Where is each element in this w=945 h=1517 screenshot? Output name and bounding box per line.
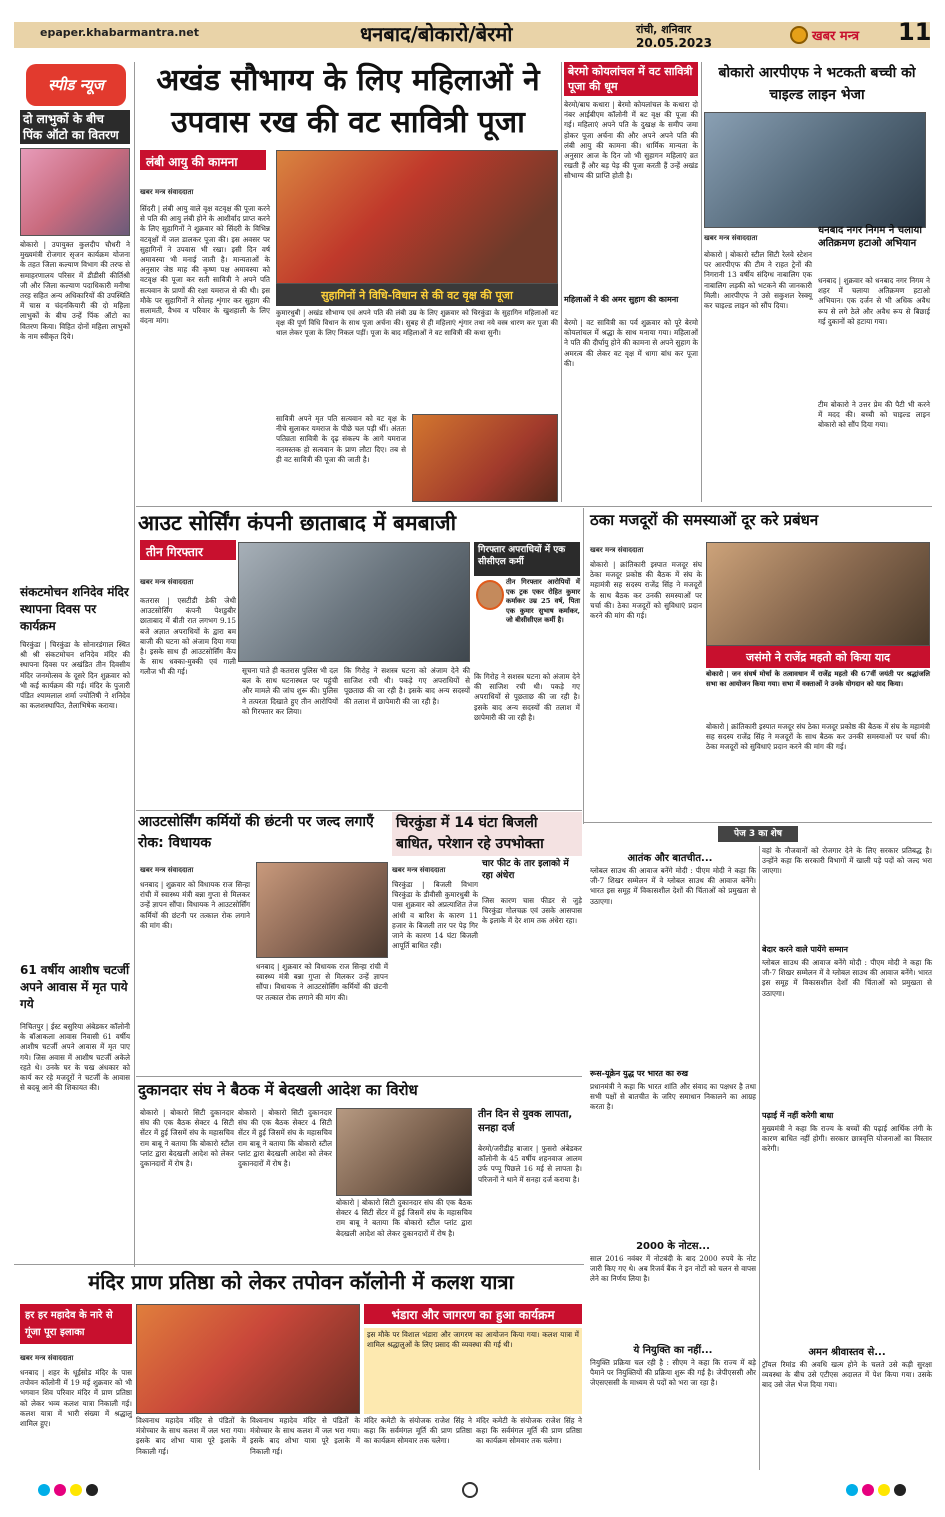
jump-head-5: बेदार करने वाले पायेंगे सम्मान xyxy=(762,945,848,954)
jump-body-3: साल 2016 नवंबर में नोटबंदी के बाद 2000 रुपये के नोट जारी किए गए थे। अब रिजर्व बैंक ने इन नोटों को चलन से वापस लेने का निर्णय लिया है। xyxy=(590,1254,756,1284)
labour-byline: खबर मन्त्र संवाददाता xyxy=(590,546,644,554)
city-day: रांची, शनिवार xyxy=(636,23,692,36)
contract-headline: आउटसोर्सिंग कर्मियों की छंटनी पर जल्द लगाएँ रोक: विधायक xyxy=(138,814,374,851)
lead-body-1: सिंदरी | लंबी आयु वाले वृक्ष वटवृक्ष की पूजा करने से पति की आयु लंबी होने के आशीर्वाद प्राप्त करने के लिए सुहागिनों ने शुक्रवार को सिंदरी के विभिन्न वटवृक्षों में जल डालकर पूजा की। इस अवसर पर सुहागिनों ने उपवास भी रखा। इसी दिन वर्ष अमावस्या भी मनाई जाती है। मान्यताओं के अनुसार जेष्ठ माह की कृष्ण पक्ष अमावस्या को वटवृक्ष की पूजा कर सती सावित्री ने अपने पति सत्यवान के प्राणों की रक्षा यमराज से की थी। इस मौके पर सुहागिनों ने सोलह शृंगार कर सुहाग की सलामती, वैभव व परिवार के खुशहाली के लिए वंदना मांग। xyxy=(140,204,270,326)
bhandara-body: इस मौके पर विशाल भंडारा और जागरण का आयोजन किया गया। कलश यात्रा में शामिल श्रद्धालुओं के लिए प्रसाद की व्यवस्था की गई थी। xyxy=(364,1328,582,1414)
mid-divider xyxy=(583,508,584,824)
outsourcing-body-1: कतरास | एसटीडी डेकी जेथी आउटसोर्सिंग कंपनी पेशडुबीर छाताबाद में बीती रात लगभग 9.15 बजे अज्ञात अपराधियों के द्वारा बम बाजी की घटना को अंजाम दिया गया है। इसके साथ ही आउटसोर्सिंग कैंप के साथ धक्का-मुक्की एवं गाली गलौज भी की गई। xyxy=(140,596,236,677)
contract-byline: खबर मन्त्र संवाददाता xyxy=(140,866,194,874)
nigam-headline: धनबाद नगर निगम ने चलाया अतिक्रमण हटाओ अभियान xyxy=(818,225,922,249)
dukan-body-3: बोकारो | बोकारो सिटी दुकानदार संघ की एक बैठक सेक्टर 4 सिटी सेंटर में हुई जिसमें संघ के महासचिव राम बाबू ने बताया कि बोकारो स्टील प्लांट द्वारा बेदखली आदेश को लेकर दुकानदारों में रोष है। xyxy=(336,1198,472,1238)
contract-photo xyxy=(256,862,388,958)
jump-top-rule xyxy=(584,822,932,823)
speed-news-label: स्पीड न्यूज xyxy=(48,76,104,94)
dukan-headline: दुकानदार संघ ने बैठक में बेदखली आदेश का विरोध xyxy=(138,1081,418,1099)
reg-dot-yellow xyxy=(70,1484,82,1496)
reg-dot-magenta-2 xyxy=(862,1484,874,1496)
dukan-photo xyxy=(336,1108,472,1196)
brand-logo xyxy=(790,24,890,46)
bhandara-body-2: मंदिर कमेटी के संयोजक राजेश सिंह ने कहा कि सर्वमंगल मूर्ति की प्राण प्रतिष्ठा का कार्यक्रम सोमवार तक चलेगा। xyxy=(364,1416,472,1446)
outsourcing-body-2: सूचना पाते ही कतरास पुलिस भी दल बल के साथ घटनास्थल पर पहुंची और मामले की जांच शुरू की। पुलिस ने तत्परता दिखाते हुए तीन आरोपियों को गिरफ्तार कर लिया। xyxy=(242,666,338,716)
reg-dot-black-2 xyxy=(894,1484,906,1496)
left-story3-headline: 61 वर्षीय आशीष चटर्जी अपने आवास में मृत पाये गये xyxy=(20,963,130,1011)
left-story2-headline: संकटमोचन शनिदेव मंदिर स्थापना दिवस पर कार्यक्रम xyxy=(20,585,129,633)
rpf-byline: खबर मन्त्र संवाददाता xyxy=(704,234,758,242)
date: 20.05.2023 xyxy=(636,36,712,50)
kalash-kicker: हर हर महादेव के नारे से गूंजा पूरा इलाका xyxy=(20,1304,132,1344)
jump-body-7: ट्रॉयल रिमांड की अवधि खत्म होने के चलते उसे कड़ी सुरक्षा व्यवस्था के बीच उसे एटीएस अदालत में पेश किया गया। उसके बाद उसे जेल भेज दिया गया। xyxy=(762,1360,932,1390)
nigam-body: धनबाद | शुक्रवार को धनबाद नगर निगम ने शहर में चलाया अतिक्रमण हटाओ अभियान। एक दर्जन से भी अधिक अवैध रूप से लगे ठेले और अवैध रूप से बिछाई गई दुकानों को हटाया गया। xyxy=(818,276,930,326)
edition-title: धनबाद/बोकारो/बेरमो xyxy=(360,22,513,46)
site-url[interactable]: epaper.khabarmantra.net xyxy=(40,26,199,39)
jump-inner-divider xyxy=(759,846,760,1470)
missing-headline: तीन दिन से युवक लापता, सनहा दर्ज xyxy=(478,1109,573,1134)
lead-photo-caption: सुहागिनों ने विधि-विधान से की वट वृक्ष की पूजा xyxy=(276,284,558,306)
missing-body: बेरमो/जरीडीह बाजार | फुसरो अंबेडकर कॉलोनी के 45 वर्षीय शहनवाज आलम उर्फ पप्पू पिछले 16 मई से लापता है। परिजनों ने थाने में सनहा दर्ज कराया है। xyxy=(478,1144,582,1184)
lead-photo-women xyxy=(412,414,558,502)
left-story3-body: निचितपुर | ईस्ट बसुरिया अंबेडकर कॉलोनी के बॉआकला आवास निवासी 61 वर्षीय आशीष चटर्जी अपने आवास में मृत पाए गये। जिस अवास में आशीष चटर्जी अकेले रहते थे। उनके घर के चख अंधकार को कार्य कर रहे मजदूरों ने चटर्जी के आवास से बदबू आने की शिकायत की। xyxy=(20,1022,130,1093)
left-story1-headline: दो लाभुकों के बीच पिंक ऑटो का वितरण xyxy=(20,110,130,144)
labour-photo xyxy=(706,542,930,646)
arrested-title: गिरफ्तार अपराधियों में एक सीसीएल कर्मी xyxy=(474,542,580,576)
reg-dot-cyan xyxy=(38,1484,50,1496)
bijli-headline: चिरकुंडा में 14 घंटा बिजली बाधित, परेशान रहे उपभोक्ता xyxy=(392,812,582,856)
footer-registration-marks xyxy=(0,1476,945,1517)
chaar-feet-headline: चार फीट के तार इलाको में रहा अंधेरा xyxy=(482,859,569,881)
vat-body: बेरमो/बाघ कथारा | बेरमो कोयलांचल के कथारा दो नंबर आईबीएम कॉलोनी में बट वृक्ष की पूजा की गई। महिलाएं अपने पति के दुखक्ष के समीप जमा होकर पूजा अर्चना की और अपने अपने पति की लंबी आयु की कामना की। धार्मिक मान्यता के अनुसार आज के दिन जो भी सुहागन महिलाएं व्रत रखती हैं और बड़ पेड़ की पूजा करती हैं उन्हें अखंड सौभाग्य की प्राप्ति होती है। xyxy=(564,100,698,181)
reg-dot-cyan-2 xyxy=(846,1484,858,1496)
lead-photo-crowd xyxy=(276,150,558,284)
arrested-body: तीन गिरफ्तार आरोपियों में एक ट्रक एकर रोहित कुमार कर्माकर उम्र 25 वर्ष, पिता एक कुमार सुभाष कर्माकर, जो बीसीसीएल कर्मी है। xyxy=(506,578,580,625)
chaar-feet-body: जिस कारण चास फीडर से जुड़े चिरकुंडा गोलचक्र एवं उसके आसपास के इलाके में देर शाम तक अंधेरा रहा। xyxy=(482,896,582,926)
jump-body-5b: ग्लोबल साउथ की आवाज बनेंगे मोदी : पीएम मोदी ने कहा कि जी-7 शिखर सम्मेलन में वे ग्लोबल साउथ की आवाज बनेंगे। भारत इस समूह में विकासशील देशों की चिंताओं को प्रमुखता से उठाएगा। xyxy=(762,958,932,998)
labour-headline: ठका मजदूरों की समस्याओं दूर करे प्रबंधन xyxy=(590,511,819,529)
outsourcing-byline: खबर मन्त्र संवाददाता xyxy=(140,578,194,586)
jump-body-1: ग्लोबल साउथ की आवाज बनेंगे मोदी : पीएम मोदी ने कहा कि जी-7 शिखर सम्मेलन में वे ग्लोबल साउथ की आवाज बनेंगे। भारत इस समूह में विकासशील देशों की चिंताओं को प्रमुखता से उठाएगा। xyxy=(590,866,756,906)
vat-body-2: बेरमो | वट सावित्री का पर्व शुक्रवार को पूरे बेरमो कोयलांचल में श्रद्धा के साथ मनाया गया। महिलाओं ने पति की दीर्घायु होने की कामना से अपने सुहाग के अमरत्व की लेकर वट वृक्ष में धागा बांध कर पूजा की। xyxy=(564,318,698,368)
jump-body-6: मुख्यमंत्री ने कहा कि राज्य के बच्चों की पढ़ाई आर्थिक तंगी के कारण बाधित नहीं होगी। सरकार छात्रवृत्ति योजनाओं का विस्तार करेगी। xyxy=(762,1124,932,1154)
jump-body-2: प्रधानमंत्री ने कहा कि भारत शांति और संवाद का पक्षधर है तथा सभी पक्षों से बातचीत के जरिए समाधान निकालने का आग्रह करता है। xyxy=(590,1082,756,1112)
dukan-top-rule xyxy=(136,1076,582,1077)
jump-head-6: पढ़ाई में नहीं करेगी बाधा xyxy=(762,1111,834,1120)
nigam-body-2: टीम बोकारो ने उत्तर प्रेम की पैटी भी करने में मदद की। बच्ची को चाइल्ड लाइन बोकारो को सौंप दिया गया। xyxy=(818,400,930,430)
reg-crosshair xyxy=(462,1482,478,1498)
kalash-body-2: विश्वनाथ महादेव मंदिर से पंडितों के मंत्रोच्चार के साथ कलश में जल भरा गया। इसके बाद शोभा यात्रा पूरे इलाके में निकाली गई। xyxy=(136,1416,246,1456)
lead-right-divider xyxy=(561,62,562,502)
vat-subhead: महिलाओं ने की अमर सुहाग की कामना xyxy=(564,295,679,304)
arrested-avatar xyxy=(476,580,504,610)
jump-head-2: रूस-यूक्रेन युद्ध पर भारत का रुख xyxy=(590,1069,689,1078)
kalash-headline: मंदिर प्राण प्रतिष्ठा को लेकर तपोवन कॉलोनी में कलश यात्रा xyxy=(88,1270,514,1294)
dukan-body-2: बोकारो | बोकारो सिटी दुकानदार संघ की एक बैठक सेक्टर 4 सिटी सेंटर में हुई जिसमें संघ के महासचिव राम बाबू ने बताया कि बोकारो स्टील प्लांट द्वारा बेदखली आदेश को लेकर दुकानदारों में रोष है। xyxy=(238,1108,332,1169)
kalash-body-3: विश्वनाथ महादेव मंदिर से पंडितों के मंत्रोच्चार के साथ कलश में जल भरा गया। इसके बाद शोभा यात्रा पूरे इलाके में निकाली गई। xyxy=(250,1416,360,1456)
jump-head-7: अमन श्रीवास्तव से... xyxy=(808,1347,886,1358)
vat-headline: बेरमो कोयलांचल में वट सावित्री पूजा की धूम xyxy=(564,62,698,96)
labour-body: बोकारो | क्रांतिकारी इस्पात मजदूर संघ ठेका मजदूर प्रकोष्ठ की बैठक में संघ के महामंत्री सह सदस्य राजेंद्र सिंह ने मजदूरों के साथ बैठक कर उनकी समस्याओं पर चर्चा की। ठेका मजदूरों को सुविधाएं प्रदान करने की मांग की गई। xyxy=(590,560,702,621)
contract-body: धनबाद | शुक्रवार को विधायक राज सिन्हा रांची में स्वास्थ्य मंत्री बन्ना गुप्ता से मिलकर उन्हें ज्ञापन सौंपा। विधायक ने आउटसोर्सिंग कर्मियों की छंटनी पर तत्काल रोक लगाने की मांग की। xyxy=(140,880,250,930)
left-col-divider xyxy=(134,62,135,1267)
brand-icon xyxy=(790,26,808,44)
lead-kicker: लंबी आयु की कामना xyxy=(140,150,266,170)
outsourcing-kicker: तीन गिरफ्तार xyxy=(140,540,236,560)
reg-dot-magenta xyxy=(54,1484,66,1496)
brand-name: खबर मन्त्र xyxy=(812,29,860,44)
jump-body-5: वहां के नौजवानों को रोजगार देने के लिए सरकार प्रतिबद्ध है। उन्होंने कहा कि सरकारी विभागों में खाली पड़े पदों को जल्द भरा जाएगा। xyxy=(762,846,932,876)
dukan-body: बोकारो | बोकारो सिटी दुकानदार संघ की एक बैठक सेक्टर 4 सिटी सेंटर में हुई जिसमें संघ के महासचिव राम बाबू ने बताया कि बोकारो स्टील प्लांट द्वारा बेदखली आदेश को लेकर दुकानदारों में रोष है। xyxy=(140,1108,234,1169)
bhandara-body-3: मंदिर कमेटी के संयोजक राजेश सिंह ने कहा कि सर्वमंगल मूर्ति की प्राण प्रतिष्ठा का कार्यक्रम सोमवार तक चलेगा। xyxy=(476,1416,582,1446)
labour-body-2: बोकारो | क्रांतिकारी इस्पात मजदूर संघ ठेका मजदूर प्रकोष्ठ की बैठक में संघ के महामंत्री सह सदस्य राजेंद्र सिंह ने मजदूरों के साथ बैठक कर उनकी समस्याओं पर चर्चा की। ठेका मजदूरों को सुविधाएं प्रदान करने की मांग की गई। xyxy=(706,722,930,752)
outsourcing-body-3: कि गिरोह ने सशस्त्र घटना को अंजाम देने की साजिश रची थी। पकड़े गए अपराधियों से पूछताछ की जा रही है। इसके बाद अन्य सदस्यों की तलाश में छापेमारी की जा रही है। xyxy=(344,666,470,706)
vat-right-divider xyxy=(701,62,702,502)
lead-headline: अखंड सौभाग्य के लिए महिलाओं ने उपवास रख की वट सावित्री पूजा xyxy=(156,63,540,140)
outsourcing-headline: आउट सोर्सिंग कंपनी छाताबाद में बमबाजी xyxy=(138,511,457,535)
jump-head-1: आतंक और बातचीत... xyxy=(627,853,713,864)
jump-tag: पेज 3 का शेष xyxy=(718,826,798,842)
left-story1-body: बोकारो | उपायुक्त कुलदीप चौधरी ने मुख्यमंत्री रोजगार सृजन कार्यक्रम योजना के तहत जिला कल्याण विभाग की तरफ से समाहरणालय परिसर में डीडीसी कीर्तिश्री जी और जिला कल्याण पदाधिकारी मनीषा तरह सहित अन्य अधिकारियों की उपस्थिति में चास व चंदनकियारी की दो महिला लाभुकों के बीच उन्हें पिंक ऑटो का वितरण किया। विहित दोनों महिला लाभुकों के नाम स्वीकृत दिये। xyxy=(20,240,130,341)
left-story1-photo xyxy=(20,148,130,236)
kalash-photo xyxy=(136,1304,360,1414)
reg-dot-black xyxy=(86,1484,98,1496)
kalash-byline: खबर मन्त्र संवाददाता xyxy=(20,1354,74,1362)
bijli-body: चिरकुंडा | बिजली विभाग चिरकुंडा के डीवीसी कुमारधुबी के पास शुक्रवार को अप्रत्याशित तेज आंधी व बारिश के कारण 11 हजार के बिजली तार पर पेड़ गिर जाने के कारण 14 घंटा बिजली आपूर्ति बाधित रही। xyxy=(392,880,478,951)
labour-photo-caption: जसंमो ने राजेंद्र महतो को किया याद xyxy=(706,646,930,668)
reg-dot-yellow-2 xyxy=(878,1484,890,1496)
speed-news-badge xyxy=(26,64,126,106)
rpf-body: बोकारो | बोकारो स्टील सिटी रेलवे स्टेशन पर आरपीएफ की टीम ने राहत ट्रेनों की निगरानी 13 वर्षीय संदिग्ध नाबालिग एक नाबालिग लड़की को भटकने की जानकारी मिली। आरपीएफ ने उसे सकुशल रेस्क्यू कर चाइल्ड लाइन को सौंप दिया। xyxy=(704,250,812,311)
contract-body-2: धनबाद | शुक्रवार को विधायक राज सिन्हा रांची में स्वास्थ्य मंत्री बन्ना गुप्ता से मिलकर उन्हें ज्ञापन सौंपा। विधायक ने आउटसोर्सिंग कर्मियों की छंटनी पर तत्काल रोक लगाने की मांग की। xyxy=(256,962,388,1002)
outsourcing-photo xyxy=(238,542,470,662)
lead-body-2: सावित्री अपने मृत पति सत्यवान को वट वृक्ष के नीचे सुलाकर यमराज के पीछे चल पड़ी थीं। अंततः पतिव्रता सावित्री के दृढ़ संकल्प के आगे यमराज नतमस्तक हो सत्यवान के प्राण लौटा दिए। तब से ही वट सावित्री की पूजा की जाती है। xyxy=(276,414,406,464)
rpf-headline: बोकारो आरपीएफ ने भटकती बच्ची को चाइल्ड लाइन भेजा xyxy=(718,65,916,103)
arrested-body-more: कि गिरोह ने सशस्त्र घटना को अंजाम देने की साजिश रची थी। पकड़े गए अपराधियों से पूछताछ की जा रही है। इसके बाद अन्य सदस्यों की तलाश में छापेमारी की जा रही है। xyxy=(474,672,580,722)
kalash-body: धनबाद | शहर के धूईसोड मंदिर के पास तपोवन कॉलोनी में 19 मई शुक्रवार को भी भगवान शिव परिवार मंदिर में प्राण प्रतिष्ठा को लेकर भव्य कलश यात्रा निकाली गई। कलश यात्रा में भारी संख्या में श्रद्धालु शामिल हुए। xyxy=(20,1368,132,1429)
masthead xyxy=(0,0,945,56)
bhandara-headline: भंडारा और जागरण का हुआ कार्यक्रम xyxy=(364,1304,582,1324)
page-number: 11 xyxy=(898,18,932,46)
jump-head-3: 2000 के नोटस... xyxy=(636,1241,710,1252)
jump-body-4: नियुक्ति प्रक्रिया चल रही है : सीएम ने कहा कि राज्य में बड़े पैमाने पर नियुक्तियों की प्रक्रिया शुरू की गई है। जेपीएससी और जेएसएससी के माध्यम से पदों को भरा जा रहा है। xyxy=(590,1358,756,1388)
jump-head-4: ये नियुक्ति का नहीं... xyxy=(633,1345,713,1356)
bijli-byline: खबर मन्त्र संवाददाता xyxy=(392,866,446,874)
left-story2-body: चिरकुंडा | चिरकुंडा के सोनारडंगाल स्थित श्री श्री संकटमोचन शनिदेव मंदिर की स्थापना दिवस पर अखंडित तीन दिवसीय मंदिर जनमोत्सव के दूसरे दिन शुक्रवार को भी कई कार्यक्रम की गई। मंदिर के पुजारी पंडित श्यामलाल शर्मा ज्योतिषी ने शनिदेव का कलशस्थापित, तैलाभिषेक कराया। xyxy=(20,640,130,711)
rpf-photo xyxy=(704,112,926,228)
kalash-top-rule xyxy=(14,1264,584,1265)
contract-top-rule xyxy=(136,810,582,811)
lead-photo-text: कुमारधुबी | अखंड सौभाग्य एवं अपने पति की लंबी उम्र के लिए शुक्रवार को चिरकुंडा के सुहागिन महिलाओं वट वृक्ष की पूर्ण विधि विधान के साथ पूजा अर्चना की। सुबह से ही महिलाएं शृंगार तथा नये वस्त्र धारण कर पूजा की थाल लेकर पूजा के लिए निकल पड़ीं। पूजा के बाद महिलाओं ने वट सावित्री की कथा सुनी। xyxy=(276,309,558,338)
labour-photo-text: बोकारो | जन संघर्ष मोर्चा के तत्वावधान में राजेंद्र महतो की 67वीं जयंती पर श्रद्धांजलि सभा का आयोजन किया गया। सभा में वक्ताओं ने उनके योगदान को याद किया। xyxy=(706,670,930,688)
top-section-divider xyxy=(136,506,932,507)
lead-byline: खबर मन्त्र संवाददाता xyxy=(140,188,194,196)
